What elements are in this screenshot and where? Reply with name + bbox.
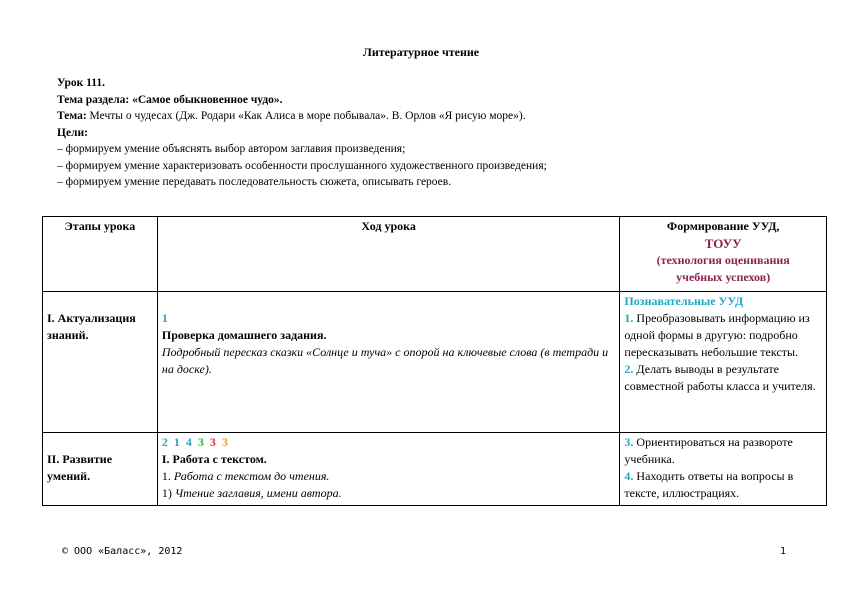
- uud-header-title: Формирование УУД,: [666, 219, 780, 233]
- stage-cell: [43, 433, 158, 506]
- work-substep: 1) Чтение заглавия, имени автора.: [161, 486, 342, 500]
- work-step: 1. Работа с текстом до чтения.: [161, 469, 330, 483]
- page-title: Литературное чтение: [362, 45, 480, 59]
- table-row: [43, 433, 827, 506]
- stage-label: I. Актуализация знаний.: [47, 311, 136, 342]
- page-number: 1: [780, 546, 787, 557]
- course-cell: [157, 292, 620, 433]
- table-header-row: [43, 217, 827, 292]
- marker-number: 1: [161, 311, 168, 325]
- marker-number: 3: [209, 435, 216, 449]
- section-line: Тема раздела: «Самое обыкновенное чудо».: [57, 93, 283, 106]
- marker-number: 3: [197, 435, 204, 449]
- marker-number: 2: [161, 435, 168, 449]
- lesson-table: [42, 216, 827, 506]
- task-text: Подробный пересказ сказки «Солнце и туча» с опорой на ключевые слова (в тетради и на доске).: [161, 345, 609, 376]
- footer-copyright: © ООО «Баласс», 2012: [62, 546, 183, 557]
- header-uud: [620, 217, 827, 292]
- color-markers: [162, 434, 616, 451]
- goal-item: – формируем умение характеризовать особенности прослушанного художественного произведения;: [57, 159, 547, 172]
- task-title: Проверка домашнего задания.: [161, 328, 327, 342]
- lesson-number: Урок 111.: [57, 77, 105, 89]
- uud-item: 3. Ориентироваться на развороте учебника.: [624, 435, 793, 466]
- header-course: Ход урока: [157, 217, 620, 292]
- touu-subtitle-2: учебных успехов): [676, 270, 771, 284]
- lesson-intro: [57, 75, 547, 191]
- stage-label: II. Развитие умений.: [47, 452, 113, 483]
- table-row: [43, 292, 827, 433]
- topic-line: Тема: Мечты о чудесах (Дж. Родари «Как Алиса в море побывала». В. Орлов «Я рисую море»).: [57, 110, 526, 122]
- touu-label: ТОУУ: [704, 236, 742, 251]
- marker-number: 1: [173, 435, 180, 449]
- uud-cell: [620, 433, 827, 506]
- marker-number: 3: [221, 435, 228, 449]
- touu-subtitle-1: (технология оценивания: [656, 253, 790, 267]
- uud-cell: [620, 292, 827, 433]
- uud-heading: Познавательные УУД: [624, 294, 744, 308]
- uud-item: 4. Находить ответы на вопросы в тексте, иллюстрациях.: [624, 469, 794, 500]
- work-title: I. Работа с текстом.: [161, 452, 267, 466]
- goal-item: – формируем умение объяснять выбор автором заглавия произведения;: [57, 143, 406, 155]
- uud-item: 2. Делать выводы в результате совместной работы класса и учителя.: [624, 362, 816, 393]
- marker-number: 4: [185, 435, 192, 449]
- goals-label: Цели:: [57, 126, 88, 139]
- header-stages: Этапы урока: [43, 217, 158, 292]
- stage-cell: [43, 292, 158, 433]
- course-cell: [157, 433, 620, 506]
- uud-item: 1. Преобразовывать информацию из одной формы в другую: подробно пересказывать небольшие тексты.: [624, 311, 810, 359]
- goal-item: – формируем умение передавать последовательность сюжета, описывать героев.: [57, 176, 452, 188]
